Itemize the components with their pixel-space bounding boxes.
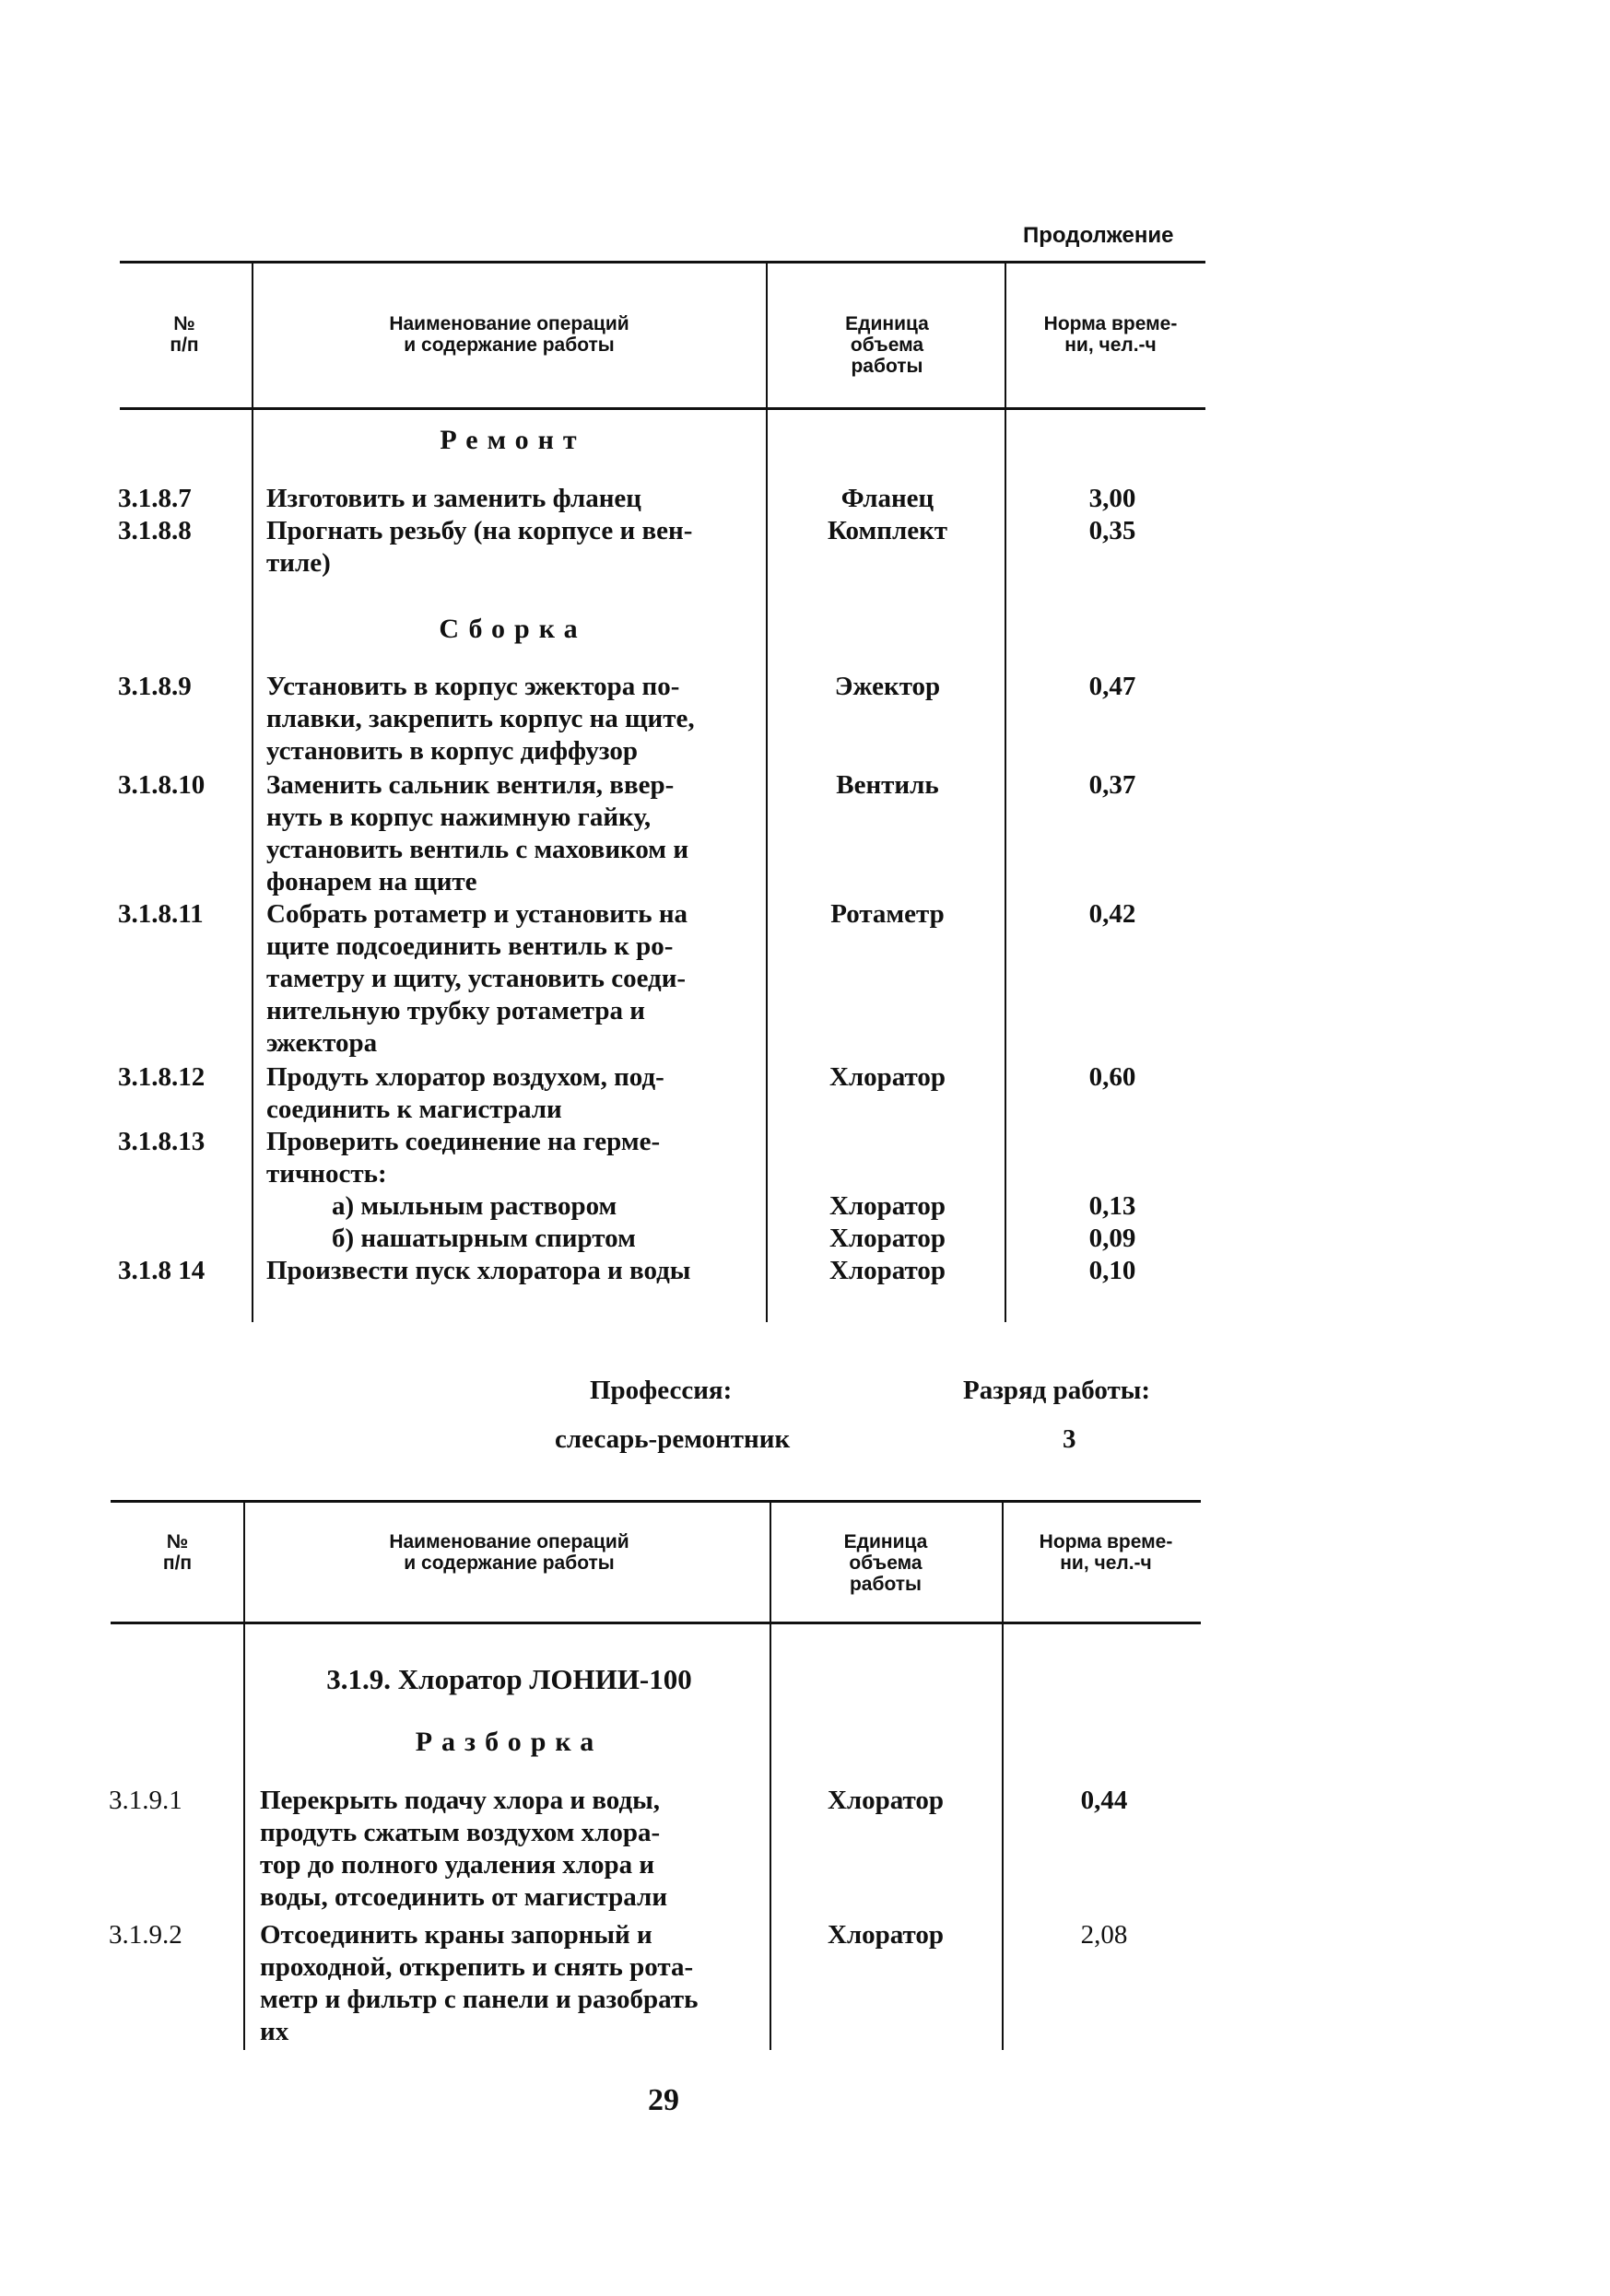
table-1-col-divider [1005, 263, 1006, 1322]
header-unit: Единица объема работы [843, 1531, 928, 1595]
row-name: Произвести пуск хлоратора и воды [266, 1256, 691, 1285]
row-num: 3.1.8.13 [118, 1127, 206, 1156]
row-unit: Хлоратор [827, 1920, 945, 1950]
grade-label: Разряд работы: [963, 1376, 1151, 1405]
row-norm: 0,37 [1088, 770, 1136, 800]
row-unit: Эжектор [834, 672, 941, 701]
row-name: Заменить сальник вентиля, ввер- нуть в корпус нажимную гайку, установить вентиль с маховиком и фонарем на щите [266, 770, 689, 896]
row-name: а) мыльным раствором [332, 1191, 617, 1221]
row-num: 3.1.8.11 [118, 899, 204, 929]
row-num: 3.1.8.10 [118, 770, 206, 800]
row-norm: 0,47 [1088, 672, 1136, 701]
section-assembly: Сборка [439, 614, 587, 644]
continuation-label: Продолжение [1023, 223, 1174, 248]
table-1-col-divider [766, 263, 768, 1322]
row-unit: Хлоратор [827, 1786, 945, 1815]
table-1-header-rule [120, 407, 1205, 410]
row-num: 3.1.8.8 [118, 516, 192, 545]
row-unit: Ротаметр [830, 899, 945, 929]
row-norm: 0,13 [1088, 1191, 1136, 1221]
row-norm: 0,42 [1088, 899, 1136, 929]
row-unit: Фланец [840, 484, 934, 513]
row-name: Отсоединить краны запорный и проходной, открепить и снять рота- метр и фильтр с панели и разобрать их [260, 1920, 699, 2046]
row-num: 3.1.8.7 [118, 484, 192, 513]
row-unit: Хлоратор [829, 1191, 946, 1221]
row-unit: Вентиль [836, 770, 939, 800]
header-num: № п/п [170, 313, 199, 356]
row-unit: Хлоратор [829, 1062, 946, 1092]
header-unit: Единица объема работы [845, 313, 929, 377]
table-2-col-divider [1002, 1502, 1004, 2050]
row-num: 3.1.9.1 [109, 1786, 182, 1815]
row-name: б) нашатырным спиртом [332, 1224, 636, 1253]
table-1-top-rule [120, 261, 1205, 264]
header-norm: Норма време- ни, чел.-ч [1043, 313, 1178, 356]
row-num: 3.1.8 14 [118, 1256, 206, 1285]
section-repair: Ремонт [440, 425, 586, 455]
row-name: Прогнать резьбу (на корпусе и вен- тиле) [266, 516, 693, 578]
row-name: Изготовить и заменить фланец [266, 484, 642, 513]
row-norm: 0,09 [1088, 1224, 1136, 1253]
row-norm: 2,08 [1080, 1920, 1128, 1950]
table-2-top-rule [111, 1500, 1201, 1503]
header-norm: Норма време- ни, чел.-ч [1039, 1531, 1173, 1574]
row-num: 3.1.8.12 [118, 1062, 206, 1092]
row-unit: Комплект [827, 516, 948, 545]
header-name: Наименование операций и содержание работы [389, 313, 629, 356]
row-name: Перекрыть подачу хлора и воды, продуть сжатым воздухом хлора- тор до полного удаления хлора и воды, отсоединить от магистрали [260, 1786, 668, 1912]
section-disassembly: Разборка [415, 1727, 604, 1757]
profession-label: Профессия: [590, 1376, 733, 1405]
page-number: 29 [648, 2083, 679, 2117]
row-num: 3.1.9.2 [109, 1920, 182, 1950]
row-name: Собрать ротаметр и установить на щите подсоединить вентиль к ро- таметру и щиту, установить соеди- нительную трубку ротаметра и эжектора [266, 899, 688, 1058]
table-2-col-divider [243, 1502, 245, 2050]
row-name: Установить в корпус эжектора по- плавки, закрепить корпус на щите, установить в корпус диффузор [266, 672, 695, 766]
table-1-col-divider [252, 263, 253, 1322]
row-num: 3.1.8.9 [118, 672, 192, 701]
row-norm: 3,00 [1088, 484, 1136, 513]
row-norm: 0,10 [1088, 1256, 1136, 1285]
section-title: 3.1.9. Хлоратор ЛОНИИ-100 [326, 1663, 692, 1695]
header-name: Наименование операций и содержание работы [389, 1531, 629, 1574]
table-2-header-rule [111, 1622, 1201, 1624]
row-unit: Хлоратор [829, 1256, 946, 1285]
row-norm: 0,44 [1080, 1786, 1128, 1815]
profession-value: слесарь-ремонтник [555, 1424, 791, 1454]
row-name: Проверить соединение на герме- тичность: [266, 1127, 661, 1189]
table-2-col-divider [770, 1502, 771, 2050]
header-num: № п/п [162, 1531, 193, 1574]
row-unit: Хлоратор [829, 1224, 946, 1253]
row-norm: 0,60 [1088, 1062, 1136, 1092]
row-name: Продуть хлоратор воздухом, под- соединить к магистрали [266, 1062, 664, 1124]
row-norm: 0,35 [1088, 516, 1136, 545]
grade-value: 3 [1063, 1424, 1076, 1454]
